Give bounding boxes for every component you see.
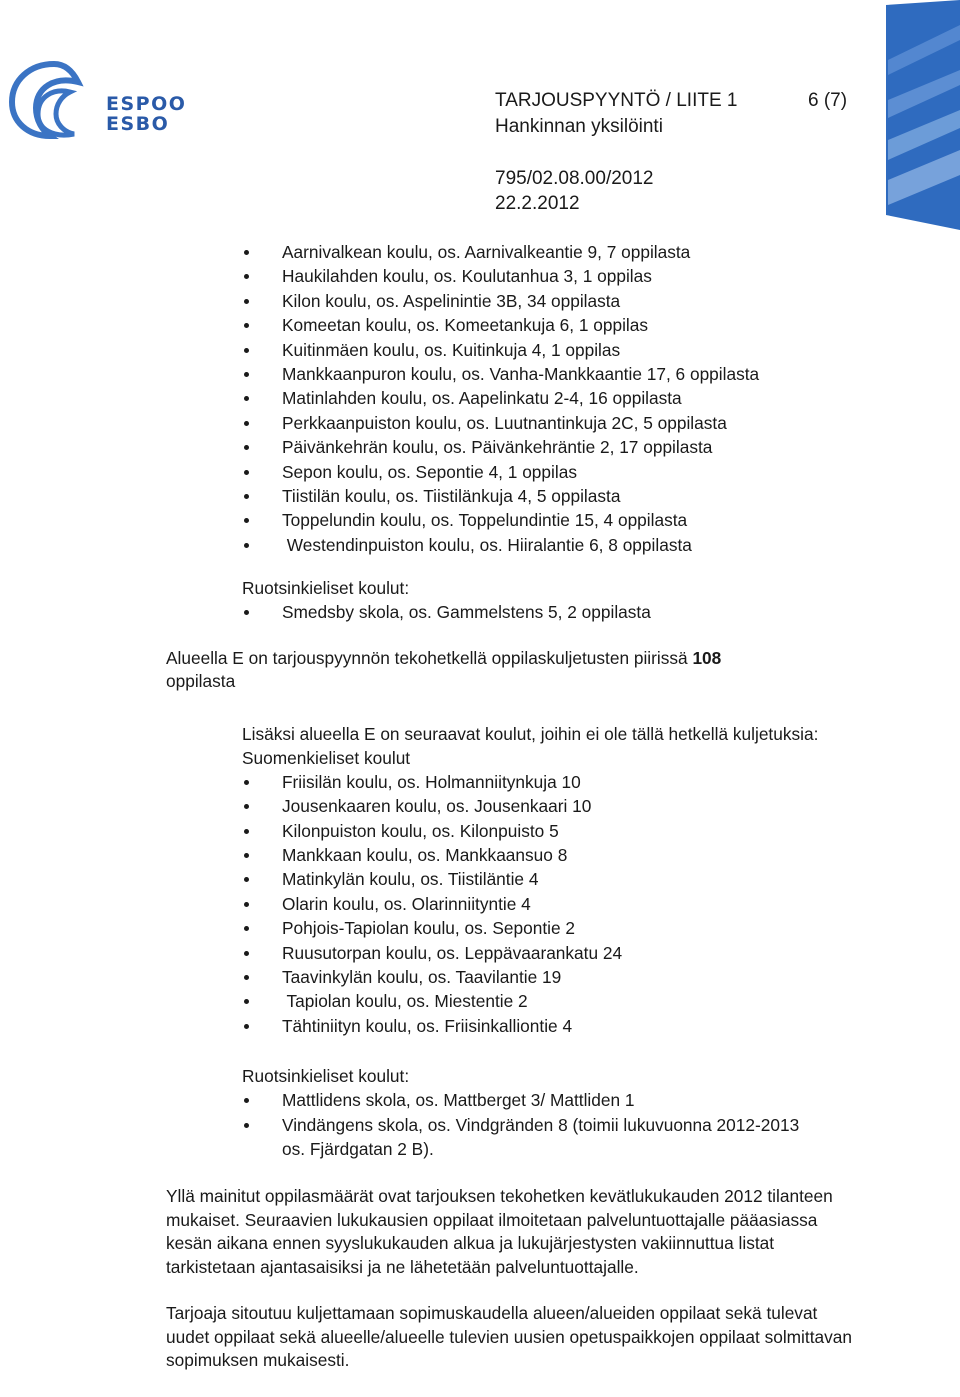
list-item: Friisilän koulu, os. Holmanniitynkuja 10 [166, 770, 866, 794]
corner-decoration [886, 0, 960, 230]
list-item: Taavinkylän koulu, os. Taavilantie 19 [166, 965, 866, 989]
document-title: TARJOUSPYYNTÖ / LIITE 1 [495, 90, 738, 111]
document-date: 22.2.2012 [495, 193, 580, 214]
document-body [166, 240, 866, 1373]
espoo-logo [8, 58, 198, 140]
list-item: Mattlidens skola, os. Mattberget 3/ Mattliden 1 [166, 1088, 846, 1112]
list-item: Perkkaanpuiston koulu, os. Luutnantinkuja 2C, 5 oppilasta [166, 411, 866, 435]
list-item: Matinkylän koulu, os. Tiistiläntie 4 [166, 867, 866, 891]
area-summary [166, 647, 866, 694]
swedish-schools-heading: Ruotsinkieliset koulut: [242, 578, 410, 599]
list-item: Tiistilän koulu, os. Tiistilänkuja 4, 5 oppilasta [166, 484, 866, 508]
list-item: Kuitinmäen koulu, os. Kuitinkuja 4, 1 oppilas [166, 338, 866, 362]
list-item: Mankkaanpuron koulu, os. Vanha-Mankkaantie 17, 6 oppilasta [166, 362, 866, 386]
school-list-transport-finnish [166, 240, 866, 557]
commitment-note: Tarjoaja sitoutuu kuljettamaan sopimuskaudella alueen/alueiden oppilaat sekä tulevat uudet oppilaat sekä alueelle/alueelle tulevien uusien opetuspaikkojen oppilaat solmittavan sopimuksen mukaisesti. [166, 1303, 852, 1371]
reference-number: 795/02.08.00/2012 [495, 168, 654, 189]
document-subtitle: Hankinnan yksilöinti [495, 116, 663, 137]
school-list-no-transport-swedish [166, 1088, 846, 1161]
list-item: Tapiolan koulu, os. Miestentie 2 [166, 989, 866, 1013]
swedish-schools-heading-2: Ruotsinkieliset koulut: [242, 1066, 410, 1087]
list-item: Pohjois-Tapiolan koulu, os. Sepontie 2 [166, 916, 866, 940]
list-item: Kilon koulu, os. Aspelinintie 3B, 34 oppilasta [166, 289, 866, 313]
list-item: Smedsby skola, os. Gammelstens 5, 2 oppilasta [166, 600, 866, 624]
list-item: Haukilahden koulu, os. Koulutanhua 3, 1 oppilas [166, 264, 866, 288]
school-list-no-transport-finnish [166, 770, 866, 1038]
list-item: Kilonpuiston koulu, os. Kilonpuisto 5 [166, 819, 866, 843]
list-item: Westendinpuiston koulu, os. Hiiralantie 6, 8 oppilasta [166, 533, 866, 557]
list-item: Toppelundin koulu, os. Toppelundintie 15, 4 oppilasta [166, 508, 866, 532]
list-item: Tähtiniityn koulu, os. Friisinkalliontie 4 [166, 1014, 866, 1038]
finnish-schools-heading: Suomenkieliset koulut [242, 747, 411, 768]
logo-line-espoo: ESPOO [106, 93, 187, 115]
list-item: Mankkaan koulu, os. Mankkaansuo 8 [166, 843, 866, 867]
additional-schools-intro: Lisäksi alueella E on seuraavat koulut, joihin ei ole tällä hetkellä kuljetuksia: [242, 723, 819, 744]
student-count-note: Yllä mainitut oppilasmäärät ovat tarjouksen tekohetken kevätlukukauden 2012 tilanteen mukaiset. Seuraavien lukukausien oppilaat ilmoitetaan palveluntuottajalle pääasiassa kesän aikana ennen syyslukukauden alkua ja lukujärjestysten vakiinnuttua listat tarkistetaan ajantasaisiksi ja ne lähetetään palveluntuottajalle. [166, 1186, 833, 1277]
list-item: Komeetan koulu, os. Komeetankuja 6, 1 oppilas [166, 313, 866, 337]
area-summary-suffix: oppilasta [166, 671, 236, 692]
list-item: Vindängens skola, os. Vindgränden 8 (toimii lukuvuonna 2012-2013 os. Fjärdgatan 2 B). [166, 1113, 846, 1162]
page-number: 6 (7) [808, 90, 848, 111]
list-item: Sepon koulu, os. Sepontie 4, 1 oppilas [166, 460, 866, 484]
list-item: Päivänkehrän koulu, os. Päivänkehräntie 2, 17 oppilasta [166, 435, 866, 459]
list-item: Matinlahden koulu, os. Aapelinkatu 2-4, 16 oppilasta [166, 386, 866, 410]
list-item: Olarin koulu, os. Olarinniityntie 4 [166, 892, 866, 916]
logo-line-esbo: ESBO [106, 113, 170, 135]
logo-wordmark [106, 94, 186, 134]
area-summary-count: 108 [692, 647, 722, 668]
list-item: Jousenkaaren koulu, os. Jousenkaari 10 [166, 794, 866, 818]
area-summary-text: Alueella E on tarjouspyynnön tekohetkellä oppilaskuljetusten piirissä [166, 647, 693, 668]
espoo-swirl-icon [8, 58, 108, 140]
list-item: Aarnivalkean koulu, os. Aarnivalkeantie 9, 7 oppilasta [166, 240, 866, 264]
school-list-transport-swedish [166, 600, 866, 624]
list-item: Ruusutorpan koulu, os. Leppävaarankatu 24 [166, 941, 866, 965]
